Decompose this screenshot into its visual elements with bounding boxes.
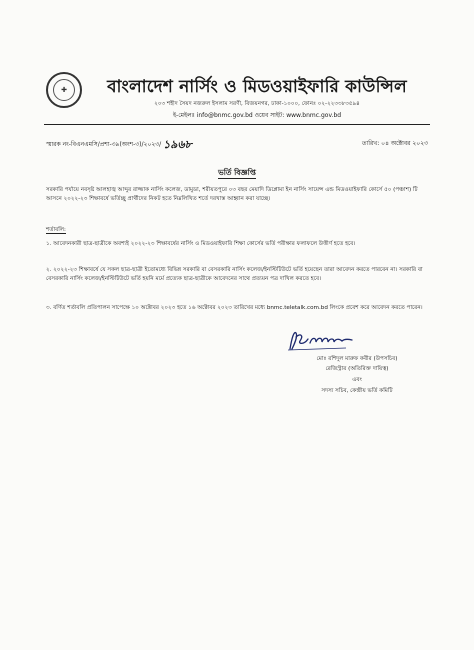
council-contact: ই-মেইলঃ info@bnmc.gov.bd ওয়েব সাইট: www.bnmc.gov.bd [172,112,342,119]
condition-item: ১. আবেদনকারী ছাত্র-ছাত্রীকে অবশ্যই ২০২২-২৩ শিক্ষাবর্ষের নার্সিং ও মিডওয়াইফারি শিক্ষা কোর্সের ভর্তি পরীক্ষার ফলাফলে উত্তীর্ণ হতে হবে। [46,241,356,247]
memo-reference: স্মারক নং-বিএনএমসি/প্রশা-৩৯(অংশ-৩)/২০২৩/ [46,141,162,148]
header-divider [44,124,430,125]
council-title: বাংলাদেশ নার্সিং ও মিডওয়াইফারি কাউন্সিল [107,77,407,97]
notice-intro: সরকারি পর্যায়ে নবসৃষ্ট আলহাজ্ব আব্দুর রাজ্জাক নার্সিং কলেজ, ডামুডা, শরীয়তপুরে ০৩ বছর মেয়াদি ডিপ্লোমা ইন নার্সিং সায়েন্স এন্ড মিডওয়াইফারি কোর্সে ৫০ (পঞ্চাশ) টি আসনে ২০২২-২৩ শিক্ষাবর্ষে ভর্তিচ্ছু প্রার্থীদের নিকট হতে নিম্নলিখিত শর্তে দরখাস্ত আহ্বান করা যাচ্ছে। [46,187,418,202]
signatory-conjunction: এবং [352,377,362,383]
conditions-label: শর্তাবলি: [46,227,66,233]
signature-icon [286,327,358,353]
condition-item: ৩. বর্ণিত শর্তাবলি প্রতিপালন সাপেক্ষে ১০ অক্টোবর ২০২৩ হতে ১৬ অক্টোবর ২০২৩ তারিখের মধ্যে bnmc.teletalk.com.bd লিংকে প্রবেশ করে আবেদন করতে পারেন। [46,305,423,311]
condition-item: ২. ২০২২-২৩ শিক্ষাবর্ষে যে সকল ছাত্র-ছাত্রী ইতোমধ্যে বিভিন্ন সরকারি বা বেসরকারি নার্সিং কলেজ/ইনস্টিটিউটে ভর্তি হয়েছেন তারা আবেদন করতে পারবেন না। সরকারি বা বেসরকারি নার্সিং কলেজ/ইনস্টিটিউটে ভর্তি হয়নি মর্মে প্রত্যেক ছাত্র-ছাত্রীকে আবেদনের সাথে প্রত্যয়ন পত্র দাখিল করতে হবে। [46,267,423,282]
notice-heading: ভর্তি বিজ্ঞপ্তি [218,168,256,177]
council-logo-icon: ✚ [46,72,82,108]
signatory-designation: রেজিস্ট্রার (অতিরিক্ত দায়িত্ব) [325,366,389,372]
signatory-name: মোঃ রশিদুল মারুফ কবীর (উপসচিব) [316,356,398,362]
council-address: ২০৩ শহীদ সৈয়দ নজরুল ইসলাম সরণী, বিজয়নগর, ঢাকা-১০০০, ফোনঃ ০২-২২৩৩৮৩৫৯৪ [154,101,360,107]
memo-date: তারিখ: ০৪ অক্টোবর ২০২৩ [362,140,428,147]
signatory-role: সদস্য সচিব, কেন্দ্রীয় ভর্তি কমিটি [321,388,393,394]
memo-number: ১৯৬৮ [163,138,192,151]
